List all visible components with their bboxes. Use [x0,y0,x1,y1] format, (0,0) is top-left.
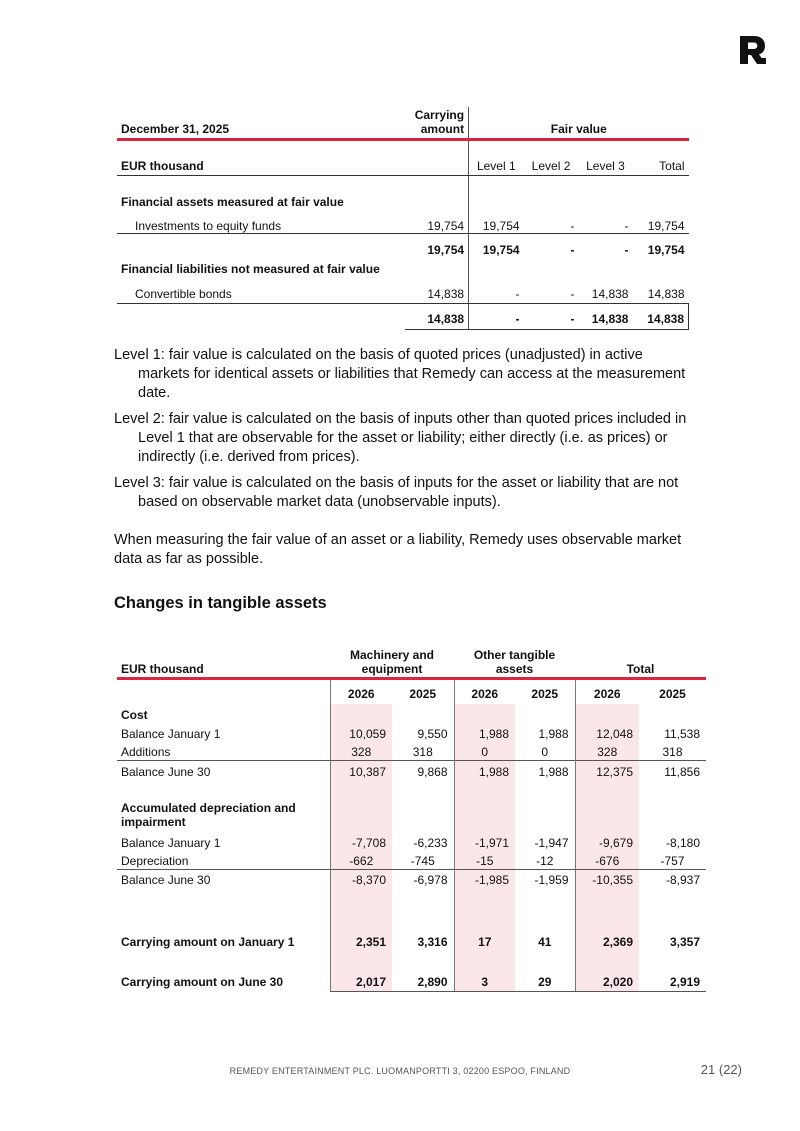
fv-subtotal-row: 14,838 - - 14,838 14,838 [117,303,689,329]
ta-carrying-row: Carrying amount on January 1 2,351 3,316 17 41 2,369 3,357 [117,889,706,951]
ta-total-row: Balance June 30 -8,370 -6,978 -1,985 -1,959 -10,355 -8,937 [117,869,706,889]
tangible-assets-table [117,646,706,992]
ta-group-total: Total [575,646,706,678]
fv-section-title: Financial liabilities not measured at fair value [121,262,380,276]
fair-value-table [117,107,689,330]
level3-paragraph: Level 3: fair value is calculated on the basis of inputs for the asset or liability that are not based on observable market data (unobservable inputs). [114,475,679,510]
fv-subtotal-row: 19,754 19,754 - - 19,754 [117,233,689,257]
ta-cost-label: Cost [121,708,148,722]
fv-unit-label: EUR thousand [117,139,405,175]
ta-group-other: Other tangible assets [454,646,575,678]
section-heading: Changes in tangible assets [114,594,327,612]
ta-row: Balance January 1 -7,708 -6,233 -1,971 -1,947 -9,679 -8,180 [117,830,706,850]
level1-paragraph: Level 1: fair value is calculated on the basis of quoted prices (unadjusted) in active markets for identical assets or liabilities that Remedy can access at the measurement date. [114,347,686,401]
ta-group-machinery: Machinery and equipment [330,646,454,678]
fv-col-total: Total [632,139,688,175]
fv-carrying-header: Carrying amount [405,107,469,139]
fv-section-title: Financial assets measured at fair value [121,195,344,209]
ta-row: Additions 328 318 0 0 328 318 [117,741,706,760]
remedy-logo-icon [738,34,770,66]
ta-unit-label: EUR thousand [117,646,330,678]
fv-col-level2: Level 2 [524,139,579,175]
measuring-paragraph: When measuring the fair value of an asset or a liability, Remedy uses observable market data as far as possible. [114,532,682,567]
ta-row: Balance January 1 10,059 9,550 1,988 1,988 12,048 11,538 [117,722,706,741]
ta-row: Depreciation -662 -745 -15 -12 -676 -757 [117,850,706,869]
fv-row: Investments to equity funds 19,754 19,754 - - 19,754 [117,211,689,233]
fv-date-label: December 31, 2025 [117,107,405,139]
page-number: 21 (22) [700,1062,742,1077]
fv-col-level1: Level 1 [469,139,524,175]
fv-row: Convertible bonds 14,838 - - 14,838 14,838 [117,277,689,303]
ta-total-row: Balance June 30 10,387 9,868 1,988 1,988 12,375 11,856 [117,760,706,782]
level2-paragraph: Level 2: fair value is calculated on the basis of inputs other than quoted prices included in Level 1 that are observable for the asset or liability; either directly (i.e. as prices) or indirectly (i.e. derived from prices). [114,411,687,465]
fv-fair-value-header: Fair value [469,107,689,139]
ta-year-row: 2026 2025 2026 2025 2026 2025 [117,678,706,704]
fv-col-level3: Level 3 [579,139,633,175]
ta-carrying-row: Carrying amount on June 30 2,017 2,890 3 29 2,020 2,919 [117,951,706,991]
footer-company: REMEDY ENTERTAINMENT PLC. LUOMANPORTTI 3, 02200 ESPOO, FINLAND [229,1066,571,1076]
ta-dep-label: Accumulated depreciation and impairment [121,801,296,829]
